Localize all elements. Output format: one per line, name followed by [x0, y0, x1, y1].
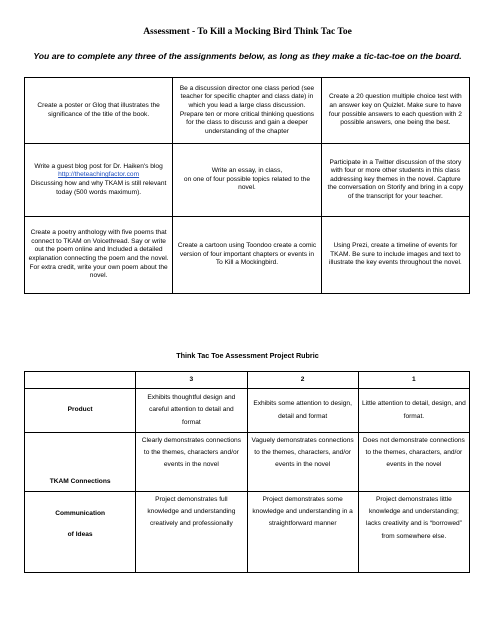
- rubric-cell: Project demonstrates full knowledge and understanding creatively and professionally: [136, 492, 247, 573]
- rubric-cell: Vaguely demonstrates connections to the themes, characters, and/or events in the novel: [247, 433, 358, 492]
- rubric-label-line-1: Communication: [55, 510, 106, 517]
- grid-cell-guest-blog: [25, 144, 173, 217]
- essay-line-2: on one of four possible topics related to the novel.: [183, 175, 311, 192]
- rubric-cell: Clearly demonstrates connections to the themes, characters and/or events in the novel: [136, 433, 247, 492]
- essay-line-1: Write an essay, in class,: [211, 167, 283, 175]
- rubric-header-score-3: 3: [136, 372, 247, 389]
- rubric-cell: Little attention to detail, design, and format.: [358, 389, 469, 433]
- blog-text-after: Discussing how and why TKAM is still relevant today (500 words maximum).: [30, 180, 167, 196]
- rubric-cell: Project demonstrates some knowledge and understanding in a straightforward manner: [247, 492, 358, 573]
- blog-link[interactable]: http://theteachingfactor.com: [58, 171, 140, 179]
- grid-cell-twitter-discussion: Participate in a Twitter discussion of the story with four or more other students in this class addressing key themes in the novel. Capture the conversation on Storify and bring in a copy of the transcript for your teacher.: [321, 144, 469, 217]
- rubric-title: Think Tac Toe Assessment Project Rubric: [176, 351, 319, 360]
- grid-cell-quizlet-test: Create a 20 question multiple choice test with an answer key on Quizlet. Make sure to have four possible answers to each question with 2 possible answers, one being the best.: [321, 78, 469, 144]
- rubric-cell: Exhibits some attention to design, detail and format: [247, 389, 358, 433]
- grid-cell-poster: Create a poster or Glog that illustrates the significance of the title of the book.: [25, 78, 173, 144]
- grid-row: [25, 217, 470, 294]
- rubric-table: [24, 371, 470, 573]
- rubric-header-row: [25, 372, 470, 389]
- grid-cell-prezi-timeline: Using Prezi, create a timeline of events for TKAM. Be sure to include images and text to illustrate the key events throughout the novel.: [321, 217, 469, 294]
- grid-row: [25, 78, 470, 144]
- grid-cell-discussion-director: Be a discussion director one class period (see teacher for specific chapter and class date) in which you lead a large class discussion. Prepare ten or more critical thinking questions for the class to discuss and gain a deeper understanding of the chapter: [173, 78, 322, 144]
- rubric-row-label: [25, 492, 136, 573]
- rubric-header-blank: [25, 372, 136, 389]
- instructions-subtitle: You are to complete any three of the assignments below, as long as they make a tic-tac-toe on the board.: [33, 51, 462, 61]
- rubric-cell: Project demonstrates little knowledge and understanding; lacks creativity and is “borrowed” from somewhere else.: [358, 492, 469, 573]
- grid-cell-poetry-anthology: Create a poetry anthology with five poems that connect to TKAM on Voicethread. Say or write out the poem online and Included a detailed explanation connecting the poem and the novel. For extra credit, write your own poem about the novel.: [25, 217, 173, 294]
- grid-cell-essay: [173, 144, 322, 217]
- rubric-row-product: [25, 389, 470, 433]
- rubric-row-label: Product: [25, 389, 136, 433]
- rubric-header-score-1: 1: [358, 372, 469, 389]
- blog-text-before: Write a guest blog post for Dr. Haiken's blog: [34, 162, 163, 170]
- rubric-row-label: TKAM Connections: [25, 433, 136, 492]
- document-title: Assessment - To Kill a Mocking Bird Think Tac Toe: [143, 27, 352, 37]
- rubric-header-score-2: 2: [247, 372, 358, 389]
- rubric-cell: Exhibits thoughtful design and careful attention to detail and format: [136, 389, 247, 433]
- think-tac-toe-grid: [24, 77, 470, 294]
- rubric-row-tkam-connections: [25, 433, 470, 492]
- grid-cell-cartoon: Create a cartoon using Toondoo create a comic version of four important chapters or events in To Kill a Mockingbird.: [173, 217, 322, 294]
- rubric-row-communication: [25, 492, 470, 573]
- rubric-label-line-2: of Ideas: [67, 531, 93, 539]
- grid-row: [25, 144, 470, 217]
- rubric-cell: Does not demonstrate connections to the themes, characters, and/or events in the novel: [358, 433, 469, 492]
